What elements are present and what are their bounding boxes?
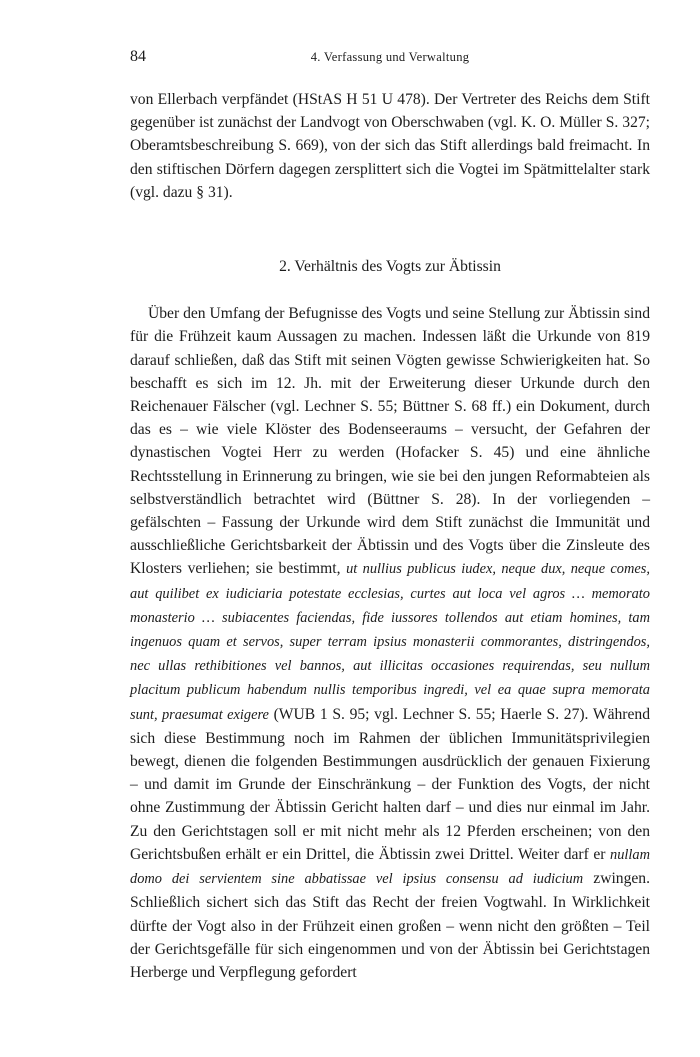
latin-quotation: nullam domo dei servientem sine abbatissae vel ipsius consensu ad iudicium bbox=[130, 846, 650, 888]
paragraph-text-run: zwingen. Schließlich sichert sich das Stift das Recht der freien Vogtwahl. In Wirklichkeit dürfte der Vogt also in der Frühzeit einen großen – wenn nicht den größten – Teil der Gerichtsgefälle für sich eingenommen und von der Äbtissin bei Gerichtstagen Herberge und Verpflegung gefordert bbox=[130, 870, 650, 981]
latin-quotation: ut nullius publicus iudex, neque dux, neque comes, aut quilibet ex iudiciaria potestate ecclesias, curtes aut loca vel agros … memorato monasterio … subiacentes faciendas, fide iussores tollendos aut etiam homines, tam ingenuos quam et servos, super terram ipsius monasterii commorantes, distringendos, nec ullas rethibitiones vel bannos, aut illicitas occasiones requirendas, seu nullum placitum publicum habendum nullis temporibus ingredi, vel ea quae supra memorata sunt, praesumat exigere bbox=[130, 561, 650, 723]
running-head bbox=[130, 48, 650, 68]
paragraph-text-run: (WUB 1 S. 95; vgl. Lechner S. 55; Haerle S. 27). Während sich diese Bestimmung noch im Rahmen der üblichen Immunitätsprivilegien bewegt, dienen die folgenden Bestimmungen ausdrücklich der genauen Fixierung – und damit im Grunde der Einschränkung – der Funktion des Vogts, der nicht ohne Zustimmung der Äbtissin Gericht halten darf – und dies nur einmal im Jahr. Zu den Gerichtstagen soll er mit nicht mehr als 12 Pferden erscheinen; von den Gerichtsbußen erhält er ein Drittel, die Äbtissin zwei Drittel. Weiter darf er bbox=[130, 705, 650, 863]
book-page bbox=[130, 48, 650, 984]
chapter-header-title: 4. Verfassung und Verwaltung bbox=[310, 50, 470, 64]
intro-paragraph: von Ellerbach verpfändet (HStAS H 51 U 478). Der Vertreter des Reichs dem Stift gegenüber ist zunächst der Landvogt von Oberschwaben (vgl. K. O. Müller S. 327; Oberamtsbeschreibung S. 669), von der sich das Stift allerdings bald freimacht. In den stiftischen Dörfern dagegen zersplittert sich die Vogtei im Spätmittelalter stark (vgl. dazu § 31). bbox=[130, 91, 650, 201]
paragraph-text-run: Über den Umfang der Befugnisse des Vogts und seine Stellung zur Äbtissin sind für die Frühzeit kaum Aussagen zu machen. Indessen läßt die Urkunde von 819 darauf schließen, daß das Stift mit seinen Vögten gewisse Schwierigkeiten hat. So beschafft es sich im 12. Jh. mit der Erweiterung dieser Urkunde durch den Reichenauer Fälscher (vgl. Lechner S. 55; Büttner S. 68 ff.) ein Dokument, durch das es – wie viele Klöster des Bodenseeraums – versucht, der Gefahren der dynastischen Vogtei Herr zu werden (Hofacker S. 45) und eine ähnliche Rechtsstellung in Erinnerung zu bringen, wie sie bei den jungen Reformabteien als selbstverständlich betrachtet wird (Büttner S. 28). In der vorliegenden – gefälschten – Fassung der Urkunde wird dem Stift zunächst die Immunität und ausschließliche Gerichtsbarkeit der Äbtissin und des Vogts über die Zinsleute des Klosters verliehen; sie bestimmt, bbox=[130, 305, 650, 578]
section-heading: 2. Verhältnis des Vogts zur Äbtissin bbox=[279, 258, 501, 276]
section-paragraph bbox=[130, 302, 650, 984]
page-number: 84 bbox=[130, 48, 146, 65]
